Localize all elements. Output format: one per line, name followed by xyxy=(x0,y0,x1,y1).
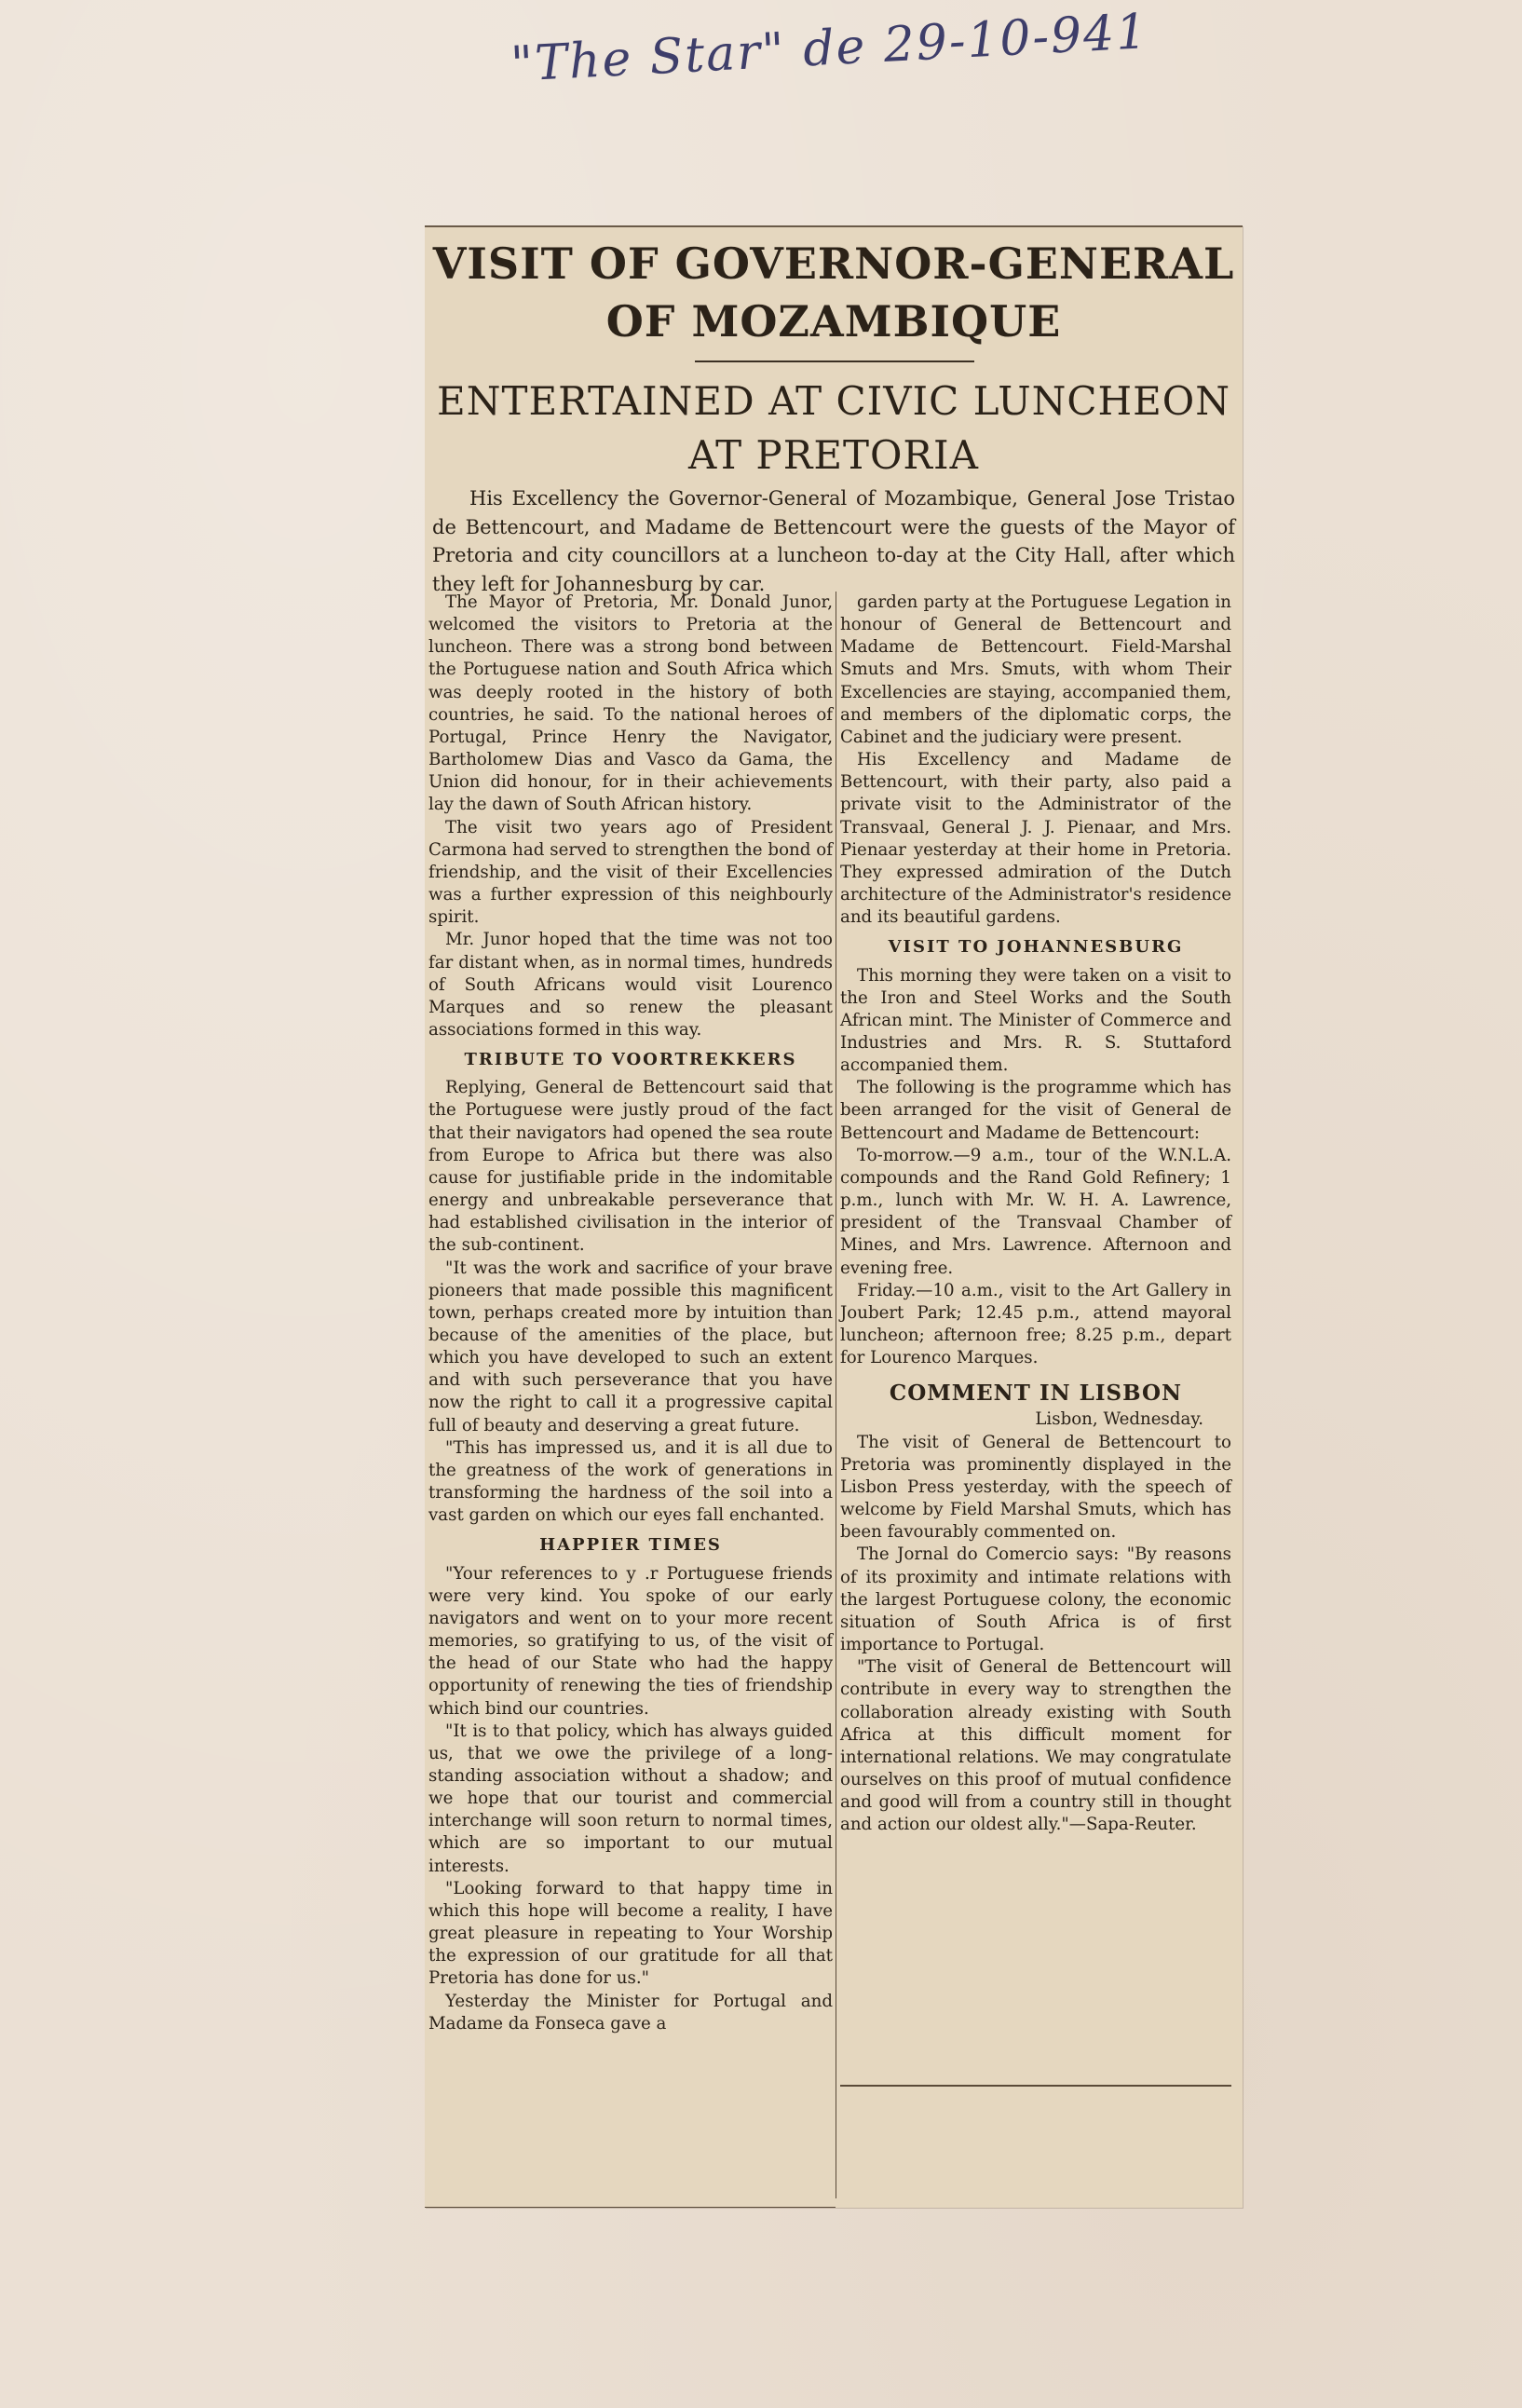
headline-divider xyxy=(695,361,974,362)
paragraph: The Mayor of Pretoria, Mr. Donald Junor, welcomed the visitors to Pretoria at the luncheon. There was a strong bond between the Portuguese nation and South Africa which was deeply rooted in the history of both countries, he said. To the national heroes of Portugal, Prince Henry the Navigator, Bartholomew Dias and Vasco da Gama, the Union did honour, for in their achievements lay the dawn of South African history. xyxy=(428,592,833,815)
dateline: Lisbon, Wednesday. xyxy=(1035,1409,1203,1430)
section-subheading: COMMENT IN LISBON xyxy=(889,1381,1183,1407)
section-subheading: HAPPIER TIMES xyxy=(539,1535,722,1556)
handwritten-source-annotation: "The Star" de 29-10-941 xyxy=(509,4,1150,93)
right-column-end-rule xyxy=(840,2085,1231,2087)
paragraph: His Excellency and Madame de Bettencourt, with their party, also paid a private visit to the Administrator of the Transvaal, General J. J. Pienaar, and Mrs. Pienaar yesterday at their home in Pretoria. They expressed admiration of the Dutch architecture of the Administrator's residence and its beautiful gardens. xyxy=(840,750,1231,928)
paragraph: This morning they were taken on a visit to the Iron and Steel Works and the South African mint. The Minister of Commerce and Industries and Mrs. R. S. Stuttaford accompanied them. xyxy=(840,965,1231,1076)
right-column xyxy=(840,592,1231,1836)
paragraph: The visit of General de Bettencourt to Pretoria was prominently displayed in the Lisbon Press yesterday, with the speech of welcome by Field Marshal Smuts, which has been favourably commented on. xyxy=(840,1432,1231,1543)
paragraph: garden party at the Portuguese Legation in honour of General de Bettencourt and Madame de Bettencourt. Field-Marshal Smuts and Mrs. Smuts, with whom Their Excellencies are staying, accompanied them, and members of the diplomatic corps, the Cabinet and the judiciary were present. xyxy=(840,592,1231,747)
paragraph: "Your references to y .r Portuguese friends were very kind. You spoke of our early navigators and went on to your more recent memories, so gratifying to us, of the visit of the head of our State who had the happy opportunity of renewing the ties of friendship which bind our countries. xyxy=(428,1563,833,1719)
section-subheading: TRIBUTE TO VOORTREKKERS xyxy=(464,1050,797,1070)
paragraph: "Looking forward to that happy time in which this hope will become a reality, I have great pleasure in repeating to Your Worship the expression of our gratitude for all that Pretoria has done for us." xyxy=(428,1878,833,1989)
subheadline xyxy=(425,374,1243,483)
paragraph: The Jornal do Comercio says: "By reasons of its proximity and intimate relations with the largest Portuguese colony, the economic situation of South Africa is of first importance to Portugal. xyxy=(840,1544,1231,1655)
top-rule xyxy=(425,225,1243,227)
subheadline-line-2: AT PRETORIA xyxy=(688,432,979,478)
paragraph: Friday.—10 a.m., visit to the Art Gallery in Joubert Park; 12.45 p.m., attend mayoral luncheon; afternoon free; 8.25 p.m., depart for Lourenco Marques. xyxy=(840,1280,1231,1368)
section-subheading: VISIT TO JOHANNESBURG xyxy=(888,937,1184,958)
bottom-rule xyxy=(425,2207,836,2208)
headline-line-2: OF MOZAMBIQUE xyxy=(605,296,1062,347)
paragraph: Yesterday the Minister for Portugal and Madame da Fonseca gave a xyxy=(428,1991,833,2034)
paragraph: "It was the work and sacrifice of your brave pioneers that made possible this magnificent town, perhaps created more by intuition than because of the amenities of the place, but which you have developed to such an extent and with such perseverance that you have now the right to call it a progressive capital full of beauty and deserving a great future. xyxy=(428,1258,833,1435)
left-column xyxy=(428,592,833,2035)
paragraph: Replying, General de Bettencourt said that the Portuguese were justly proud of the fact that their navigators had opened the sea route from Europe to Africa but there was also cause for justifiable pride in the indomitable energy and unbreakable perseverance that had established civilisation in the interior of the sub-continent. xyxy=(428,1078,833,1256)
paragraph: "It is to that policy, which has always guided us, that we owe the privilege of a long-standing association without a shadow; and we hope that our tourist and commercial interchange will soon return to normal times, which are so important to our mutual interests. xyxy=(428,1721,833,1876)
headline xyxy=(425,235,1243,350)
paragraph: To-morrow.—9 a.m., tour of the W.N.L.A. compounds and the Rand Gold Refinery; 1 p.m., lunch with Mr. W. H. A. Lawrence, president of the Transvaal Chamber of Mines, and Mrs. Lawrence. Afternoon and evening free. xyxy=(840,1145,1231,1278)
paragraph: "The visit of General de Bettencourt will contribute in every way to strengthen the collaboration already existing with South Africa at this difficult moment for international relations. We may congratulate ourselves on this proof of mutual confidence and good will from a country still in thought and action our oldest ally."—Sapa-Reuter. xyxy=(840,1657,1231,1835)
headline-line-1: VISIT OF GOVERNOR-GENERAL xyxy=(432,238,1235,289)
lead-paragraph: His Excellency the Governor-General of Mozambique, General Jose Tristao de Bettencourt, and Madame de Bettencourt were the guests of the Mayor of Pretoria and city councillors at a luncheon to-day at the City Hall, after which they left for Johannesburg by car. xyxy=(432,487,1235,595)
paragraph: The following is the programme which has been arranged for the visit of General de Bettencourt and Madame de Bettencourt: xyxy=(840,1078,1231,1143)
subheadline-line-1: ENTERTAINED AT CIVIC LUNCHEON xyxy=(437,378,1230,424)
newspaper-clipping xyxy=(425,225,1243,2208)
paragraph: "This has impressed us, and it is all due to the greatness of the work of generations in transforming the hardness of the soil into a vast garden on which our eyes fall enchanted. xyxy=(428,1437,833,1526)
paragraph: Mr. Junor hoped that the time was not too far distant when, as in normal times, hundreds of South Africans would visit Lourenco Marques and so renew the pleasant associations formed in this way. xyxy=(428,930,833,1040)
paragraph: The visit two years ago of President Carmona had served to strengthen the bond of friendship, and the visit of their Excellencies was a further expression of this neighbourly spirit. xyxy=(428,817,833,928)
